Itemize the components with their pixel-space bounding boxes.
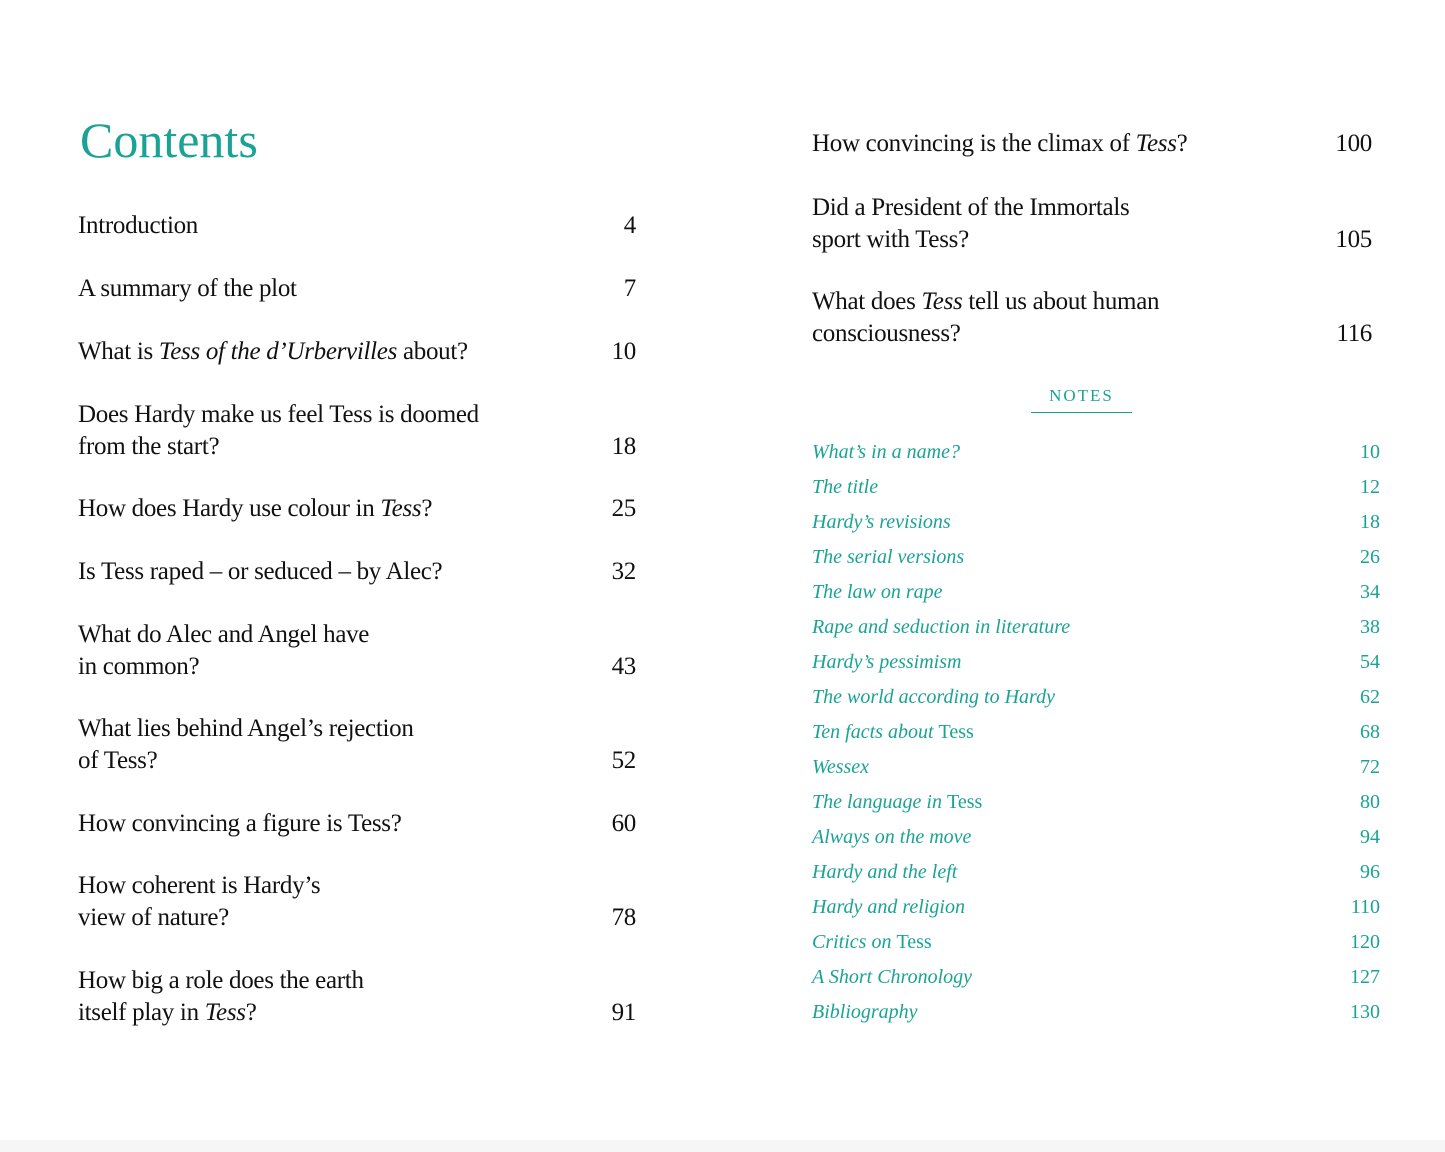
note-entry[interactable] — [812, 612, 1380, 642]
entry-title: What does Tess tell us about human consciousness? — [812, 288, 1160, 347]
note-page-number: 12 — [1360, 476, 1380, 498]
page-number: 25 — [611, 495, 636, 522]
page-number: 52 — [611, 747, 636, 774]
note-title: Hardy’s pessimism — [812, 651, 962, 673]
note-entry[interactable] — [812, 507, 1380, 537]
note-entry[interactable] — [812, 682, 1380, 712]
note-entry[interactable] — [812, 857, 1380, 887]
page-number: 32 — [611, 558, 636, 585]
note-entry[interactable] — [812, 577, 1380, 607]
note-title: What’s in a name? — [812, 441, 960, 463]
note-page-number: 62 — [1360, 686, 1380, 708]
entry-title: Did a President of the Immortals sport with Tess? — [812, 194, 1130, 253]
note-title: The title — [812, 476, 879, 498]
note-page-number: 34 — [1360, 581, 1380, 603]
page-number: 43 — [611, 653, 636, 680]
notes-heading: NOTES — [1031, 384, 1132, 413]
note-page-number: 130 — [1350, 1001, 1380, 1023]
entry-title: What is Tess of the d’Urbervilles about? — [78, 338, 468, 365]
note-page-number: 80 — [1360, 791, 1380, 813]
entry-title: How convincing a figure is Tess? — [78, 810, 402, 837]
note-title: Hardy and the left — [812, 861, 958, 883]
note-title: Bibliography — [812, 1001, 918, 1023]
note-title: Hardy’s revisions — [812, 511, 951, 533]
page-number: 4 — [623, 212, 636, 239]
page-number: 78 — [611, 904, 636, 931]
note-page-number: 68 — [1360, 721, 1380, 743]
page-number: 10 — [611, 338, 636, 365]
entry-title: How big a role does the earth itself play in Tess? — [78, 967, 364, 1026]
note-entry[interactable] — [812, 472, 1380, 502]
note-page-number: 10 — [1360, 441, 1380, 463]
entry-title: Does Hardy make us feel Tess is doomed from the start? — [78, 401, 479, 460]
note-entry[interactable] — [812, 542, 1380, 572]
entry-title: How coherent is Hardy’s view of nature? — [78, 872, 321, 931]
note-title: Critics on Tess — [812, 931, 932, 953]
entry-title: Introduction — [78, 212, 198, 239]
entry-title: What lies behind Angel’s rejection of Tess? — [78, 715, 414, 774]
note-page-number: 18 — [1360, 511, 1380, 533]
note-page-number: 127 — [1350, 966, 1380, 988]
page-number: 100 — [1335, 130, 1372, 157]
page-title: Contents — [80, 112, 258, 168]
note-page-number: 120 — [1350, 931, 1380, 953]
entry-title: Is Tess raped – or seduced – by Alec? — [78, 558, 443, 585]
note-title: A Short Chronology — [812, 966, 973, 988]
page-number: 116 — [1336, 320, 1372, 347]
note-entry[interactable] — [812, 962, 1380, 992]
note-entry[interactable] — [812, 997, 1380, 1027]
page-number: 105 — [1335, 226, 1372, 253]
note-title: Hardy and religion — [812, 896, 965, 918]
page-number: 91 — [611, 999, 636, 1026]
note-entry[interactable] — [812, 927, 1380, 957]
note-entry[interactable] — [812, 892, 1380, 922]
note-title: Wessex — [812, 756, 870, 778]
note-title: Rape and seduction in literature — [812, 616, 1071, 638]
note-page-number: 38 — [1360, 616, 1380, 638]
note-page-number: 110 — [1350, 896, 1380, 918]
page-number: 60 — [611, 810, 636, 837]
entry-title: How convincing is the climax of Tess? — [812, 130, 1188, 157]
note-entry[interactable] — [812, 752, 1380, 782]
page-bottom-edge — [0, 1140, 1445, 1152]
note-entry[interactable] — [812, 437, 1380, 467]
page-number: 18 — [611, 433, 636, 460]
note-page-number: 54 — [1360, 651, 1380, 673]
note-title: The law on rape — [812, 581, 943, 603]
note-title: The language in Tess — [812, 791, 983, 813]
note-page-number: 26 — [1360, 546, 1380, 568]
note-entry[interactable] — [812, 717, 1380, 747]
note-entry[interactable] — [812, 647, 1380, 677]
note-title: Always on the move — [812, 826, 972, 848]
note-page-number: 72 — [1360, 756, 1380, 778]
note-entry[interactable] — [812, 822, 1380, 852]
note-title: The serial versions — [812, 546, 965, 568]
entry-title: A summary of the plot — [78, 275, 297, 302]
note-title: The world according to Hardy — [812, 686, 1055, 708]
note-entry[interactable] — [812, 787, 1380, 817]
entry-title: How does Hardy use colour in Tess? — [78, 495, 433, 522]
entry-title: What do Alec and Angel have in common? — [78, 621, 370, 680]
note-title: Ten facts about Tess — [812, 721, 974, 743]
note-page-number: 94 — [1360, 826, 1380, 848]
page-number: 7 — [623, 275, 636, 302]
note-page-number: 96 — [1360, 861, 1380, 883]
